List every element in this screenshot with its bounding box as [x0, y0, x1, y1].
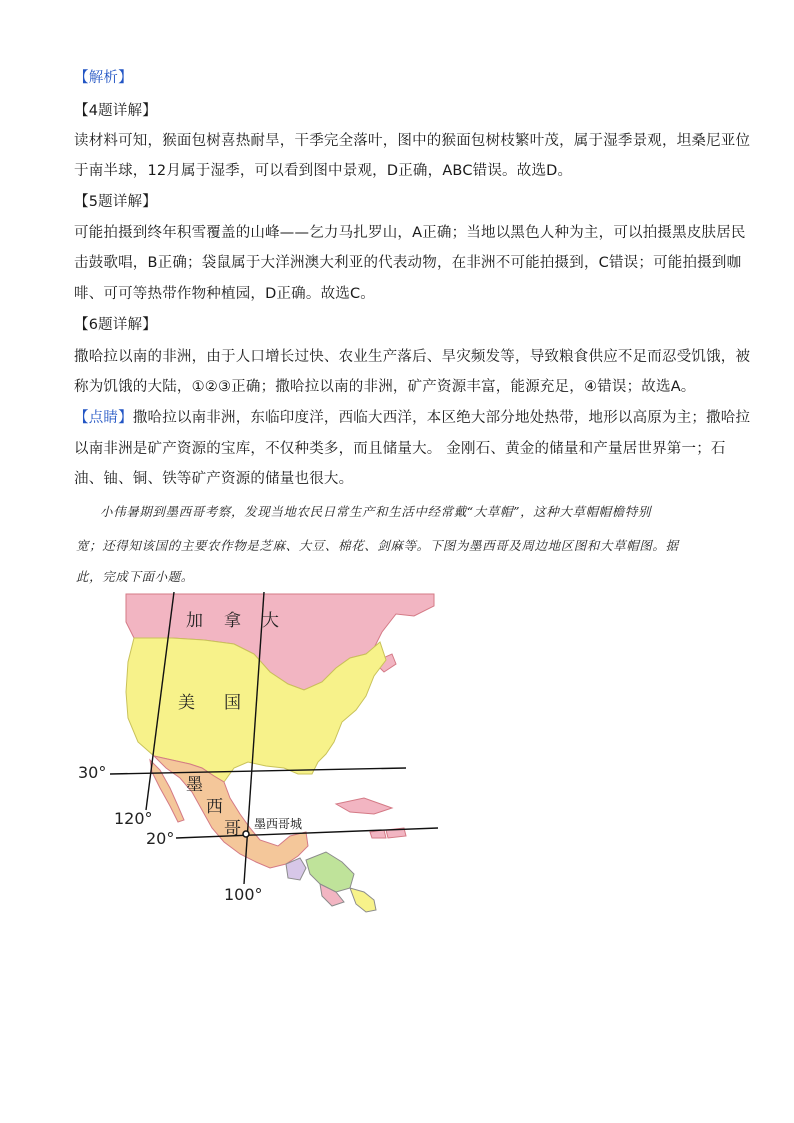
- caribbean-island: [336, 798, 392, 814]
- tip-text-line: 油、铀、铜、铁等矿产资源的储量也很大。: [74, 471, 354, 487]
- tip-header: 【点睛】: [74, 410, 133, 426]
- q6-text-line: 称为饥饿的大陆，①②③正确；撒哈拉以南的非洲，矿产资源丰富，能源充足，④错误；故选A。: [74, 379, 696, 395]
- tip-text: 撒哈拉以南非洲，东临印度洋，西临大西洋，本区绝大部分地处热带，地形以高原为主；撒哈拉: [132, 410, 751, 426]
- mexico-label: 墨: [186, 775, 203, 795]
- intro-text-line: 此，完成下面小题。: [76, 569, 194, 584]
- mexico-label: 哥: [224, 819, 241, 839]
- mexico-region-map: [74, 592, 454, 924]
- mexico-city-marker: [243, 831, 249, 837]
- analysis-header: 【解析】: [74, 70, 133, 86]
- lat-30-label: 30°: [78, 763, 107, 782]
- canada-label: 大: [262, 611, 279, 631]
- q5-text-line: 可能拍摄到终年积雪覆盖的山峰——乞力马扎罗山，A正确；当地以黑色人种为主，可以拍摄黑皮肤居民: [74, 225, 746, 241]
- tip-text-line: 以南非洲是矿产资源的宝库，不仅种类多，而且储量大。 金刚石、黄金的储量和产量居世界第一；石: [74, 441, 726, 457]
- lat-20-label: 20°: [146, 829, 175, 848]
- q5-header: 【5题详解】: [74, 194, 157, 210]
- lon-120-label: 120°: [114, 809, 153, 828]
- tip-paragraph-line: [74, 408, 750, 428]
- q4-header: 【4题详解】: [74, 103, 157, 119]
- intro-text-line: 小伟暑期到墨西哥考察，发现当地农民日常生产和生活中经常戴“大草帽”，这种大草帽帽檐特别: [100, 504, 652, 519]
- q6-header: 【6题详解】: [74, 317, 157, 333]
- q4-text-line: 于南半球，12月属于湿季，可以看到图中景观，D正确，ABC错误。故选D。: [74, 163, 573, 179]
- q5-text-line: 啡、可可等热带作物种植园，D正确。故选C。: [74, 286, 375, 302]
- mexico-city-label: 墨西哥城: [254, 817, 303, 831]
- canada-label: 拿: [224, 611, 241, 631]
- mexico-label: 西: [206, 797, 223, 817]
- q6-text-line: 撒哈拉以南的非洲，由于人口增长过快、农业生产落后、旱灾频发等，导致粮食供应不足而忍受饥饿，被: [74, 349, 751, 365]
- map-svg: [74, 592, 454, 924]
- intro-text-line: 宽；还得知该国的主要农作物是芝麻、大豆、棉花、剑麻等。下图为墨西哥及周边地区图和大草帽图。据: [76, 538, 679, 553]
- central-america-yellow: [350, 888, 376, 912]
- q5-text-line: 击鼓歌唱，B正确；袋鼠属于大洋洲澳大利亚的代表动物，在非洲不可能拍摄到，C错误；可能拍摄到咖: [74, 255, 742, 271]
- canada-label: 加: [186, 611, 203, 631]
- usa-label: 国: [224, 693, 241, 713]
- usa-label: 美: [178, 693, 195, 713]
- q4-text-line: 读材料可知，猴面包树喜热耐旱，干季完全落叶，图中的猴面包树枝繁叶茂，属于湿季景观，坦桑尼亚位: [74, 133, 751, 149]
- central-america-green: [306, 852, 354, 892]
- lon-100-label: 100°: [224, 885, 263, 904]
